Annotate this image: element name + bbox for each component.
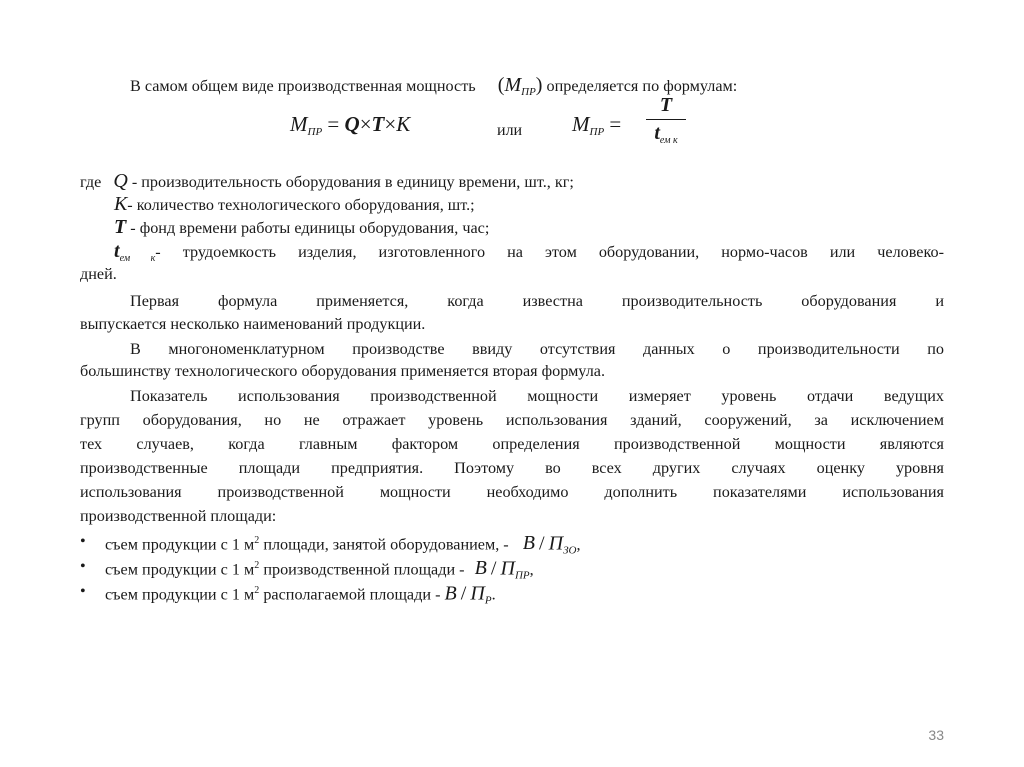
formula-2: $М_{ПР}$ = [572,112,622,138]
intro-line [130,74,890,103]
where-q-line: где Q - производительность оборудования в единицу времени, шт., кг; [80,170,574,192]
where-tem-line: $t_{ем к}-$ трудоемкость изделия, изготовленного на этом оборудовании, нормо-часов или человеко- [114,240,945,264]
bullet-item-2: • съем продукции с 1 $м^2$ производственной площади - В / $П_{ПР}$, [80,557,534,582]
intro-lead: В самом общем виде производственная мощность [130,77,476,95]
para3-line5: использования производственной мощности необходимо дополнить показателями использования [80,483,944,501]
para3-line2: групп оборудования, но не отражает уровень использования зданий, сооружений, за исключением [80,411,944,429]
para3-line6: производственной площади: [80,507,277,525]
intro-tail: определяется по формулам: [546,77,738,95]
para3-line1: Показатель использования производственной мощности измеряет уровень отдачи ведущих [130,387,944,405]
page-number: 33 [928,727,944,743]
bullet-item-3: • съем продукции с 1 $м^2$ располагаемой площади - В / $П_Р$. [80,582,496,607]
bullet-item-1: • съем продукции с 1 $м^2$ площади, занятой оборудованием, - В / $П_{ЗО}$, [80,532,581,557]
para1-line2: выпускается несколько наименований продукции. [80,315,426,333]
intro-symbol: $(М_{ПР})$ [497,74,543,98]
para2-line1: В многономенклатурном производстве ввиду отсутствия данных о производительности по [130,340,944,358]
para1-line1: Первая формула применяется, когда известна производительность оборудования и [130,292,944,310]
formula-1: $М_{ПР} = Q\times T\times К$ [290,112,411,138]
where-k-line: К- количество технологического оборудования, шт.; [114,193,475,215]
formula-2-fraction: T $t_{ем к}$ [646,94,686,146]
para3-line4: производственные площади предприятия. Поэтому во всех других случаях оценку уровня [80,459,944,477]
where-tem-line-2: дней. [80,265,117,283]
or-word: или [497,122,523,139]
para3-line3: тех случаев, когда главным фактором определения производственной мощности являются [80,435,944,453]
where-t-line: T - фонд времени работы единицы оборудования, час; [114,216,490,238]
para2-line2: большинству технологического оборудования применяется вторая формула. [80,362,605,380]
